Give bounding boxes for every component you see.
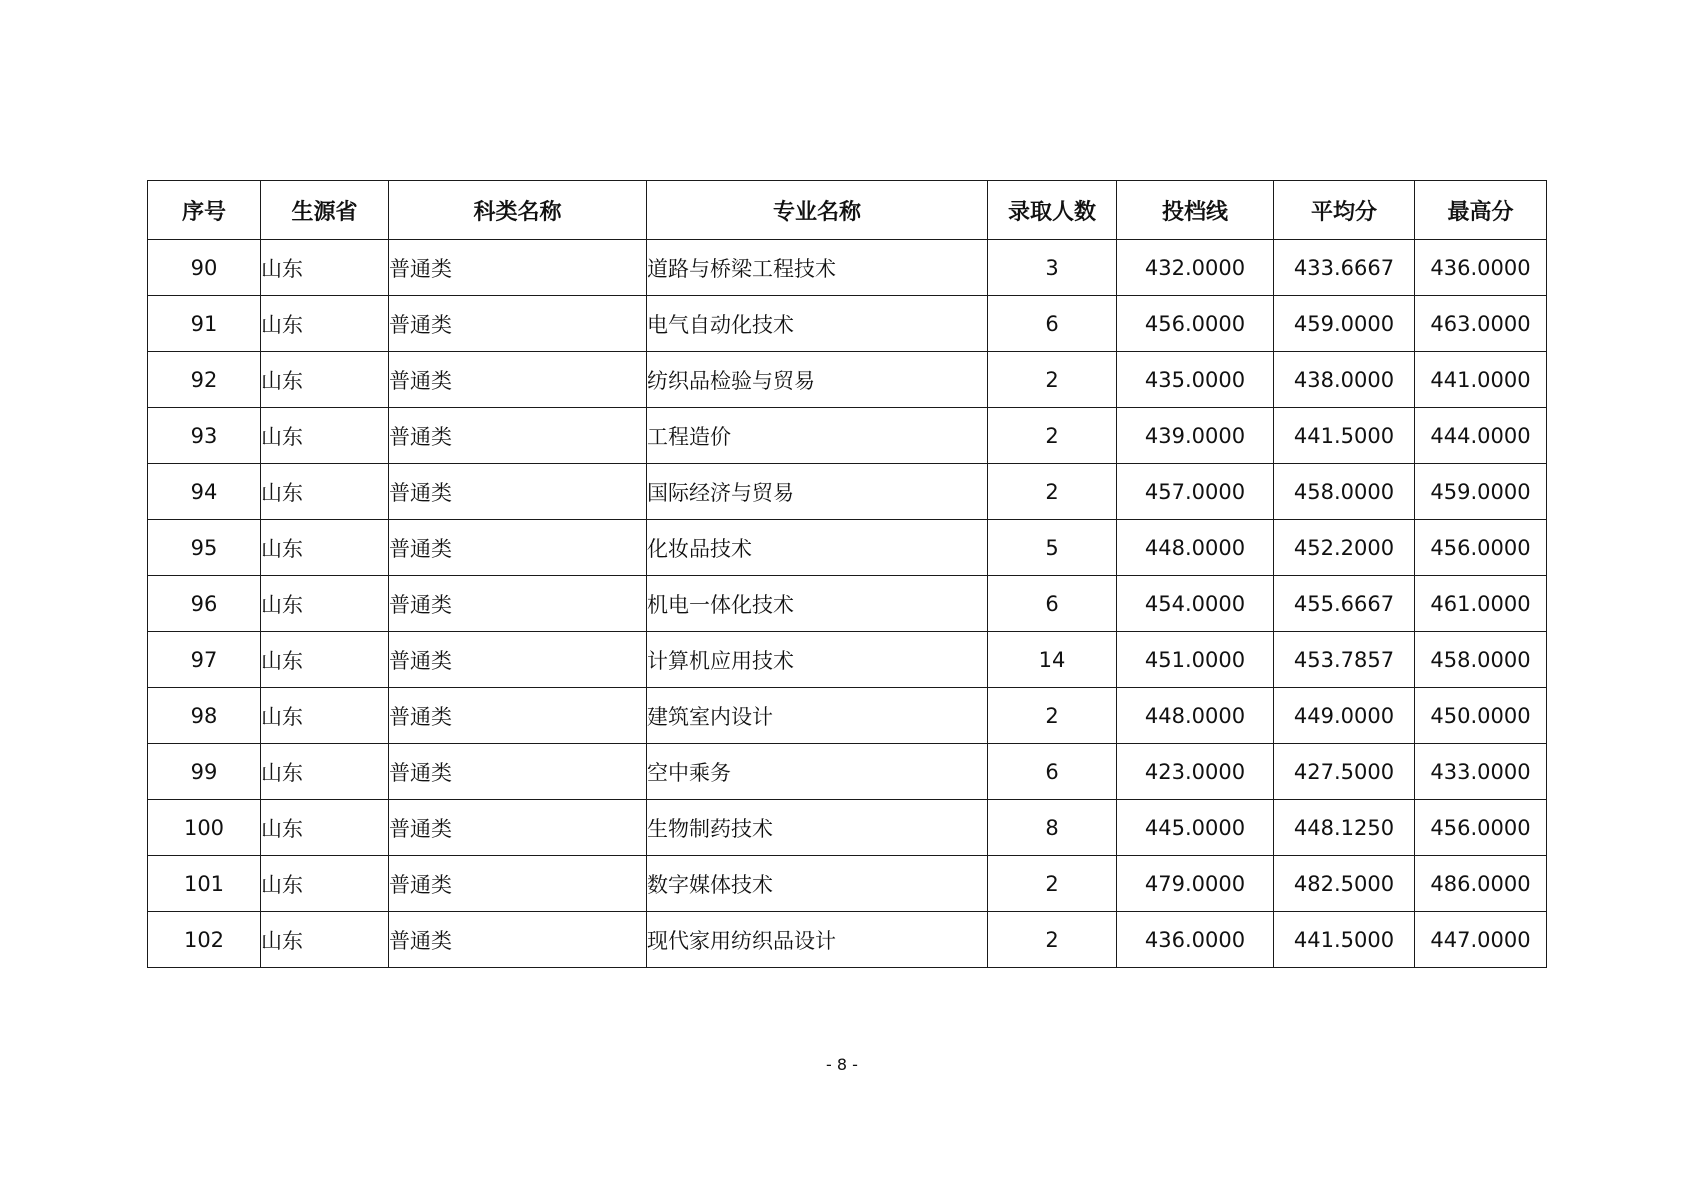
cell-highest-score: 486.0000 (1415, 856, 1547, 912)
cell-highest-score: 433.0000 (1415, 744, 1547, 800)
table-row (148, 688, 1547, 744)
table-body (148, 240, 1547, 968)
cell-source-province: 山东 (261, 296, 389, 352)
table-row (148, 240, 1547, 296)
cell-category-name: 普通类 (389, 520, 647, 576)
table-row (148, 296, 1547, 352)
cell-category-name: 普通类 (389, 240, 647, 296)
cell-cutoff-score: 454.0000 (1117, 576, 1274, 632)
cell-serial-number: 93 (148, 408, 261, 464)
table-row (148, 352, 1547, 408)
cell-highest-score: 458.0000 (1415, 632, 1547, 688)
cell-category-name: 普通类 (389, 912, 647, 968)
cell-highest-score: 456.0000 (1415, 520, 1547, 576)
cell-cutoff-score: 479.0000 (1117, 856, 1274, 912)
cell-category-name: 普通类 (389, 744, 647, 800)
cell-average-score: 452.2000 (1274, 520, 1415, 576)
cell-major-name: 电气自动化技术 (647, 296, 988, 352)
cell-highest-score: 441.0000 (1415, 352, 1547, 408)
cell-serial-number: 92 (148, 352, 261, 408)
cell-average-score: 482.5000 (1274, 856, 1415, 912)
cell-source-province: 山东 (261, 576, 389, 632)
cell-major-name: 国际经济与贸易 (647, 464, 988, 520)
header-category-name: 科类名称 (389, 181, 647, 240)
cell-admitted-count: 2 (988, 408, 1117, 464)
cell-highest-score: 436.0000 (1415, 240, 1547, 296)
cell-major-name: 道路与桥梁工程技术 (647, 240, 988, 296)
cell-source-province: 山东 (261, 408, 389, 464)
table-row (148, 744, 1547, 800)
page-number: - 8 - (826, 1055, 858, 1074)
table-row (148, 856, 1547, 912)
cell-average-score: 433.6667 (1274, 240, 1415, 296)
table-row (148, 576, 1547, 632)
cell-highest-score: 444.0000 (1415, 408, 1547, 464)
header-serial-number: 序号 (148, 181, 261, 240)
cell-highest-score: 447.0000 (1415, 912, 1547, 968)
cell-serial-number: 94 (148, 464, 261, 520)
cell-serial-number: 95 (148, 520, 261, 576)
cell-admitted-count: 8 (988, 800, 1117, 856)
cell-serial-number: 98 (148, 688, 261, 744)
cell-admitted-count: 2 (988, 912, 1117, 968)
cell-average-score: 453.7857 (1274, 632, 1415, 688)
cell-major-name: 建筑室内设计 (647, 688, 988, 744)
cell-major-name: 现代家用纺织品设计 (647, 912, 988, 968)
cell-cutoff-score: 451.0000 (1117, 632, 1274, 688)
table-row (148, 520, 1547, 576)
cell-admitted-count: 5 (988, 520, 1117, 576)
cell-serial-number: 90 (148, 240, 261, 296)
table-row (148, 464, 1547, 520)
cell-serial-number: 101 (148, 856, 261, 912)
cell-highest-score: 463.0000 (1415, 296, 1547, 352)
admissions-table (147, 180, 1547, 968)
table-row (148, 800, 1547, 856)
cell-cutoff-score: 456.0000 (1117, 296, 1274, 352)
cell-major-name: 计算机应用技术 (647, 632, 988, 688)
cell-category-name: 普通类 (389, 296, 647, 352)
header-row (148, 181, 1547, 240)
cell-cutoff-score: 435.0000 (1117, 352, 1274, 408)
table-row (148, 912, 1547, 968)
cell-average-score: 449.0000 (1274, 688, 1415, 744)
cell-source-province: 山东 (261, 240, 389, 296)
cell-serial-number: 99 (148, 744, 261, 800)
cell-admitted-count: 14 (988, 632, 1117, 688)
cell-cutoff-score: 448.0000 (1117, 520, 1274, 576)
cell-serial-number: 100 (148, 800, 261, 856)
cell-average-score: 448.1250 (1274, 800, 1415, 856)
cell-major-name: 工程造价 (647, 408, 988, 464)
cell-source-province: 山东 (261, 856, 389, 912)
cell-cutoff-score: 457.0000 (1117, 464, 1274, 520)
cell-cutoff-score: 423.0000 (1117, 744, 1274, 800)
cell-serial-number: 96 (148, 576, 261, 632)
cell-major-name: 机电一体化技术 (647, 576, 988, 632)
header-source-province: 生源省 (261, 181, 389, 240)
cell-major-name: 纺织品检验与贸易 (647, 352, 988, 408)
cell-cutoff-score: 439.0000 (1117, 408, 1274, 464)
cell-serial-number: 102 (148, 912, 261, 968)
cell-highest-score: 456.0000 (1415, 800, 1547, 856)
table-header (148, 181, 1547, 240)
cell-source-province: 山东 (261, 464, 389, 520)
header-highest-score: 最高分 (1415, 181, 1547, 240)
cell-highest-score: 450.0000 (1415, 688, 1547, 744)
cell-source-province: 山东 (261, 744, 389, 800)
cell-serial-number: 97 (148, 632, 261, 688)
cell-highest-score: 459.0000 (1415, 464, 1547, 520)
cell-category-name: 普通类 (389, 688, 647, 744)
cell-cutoff-score: 432.0000 (1117, 240, 1274, 296)
cell-category-name: 普通类 (389, 408, 647, 464)
cell-average-score: 427.5000 (1274, 744, 1415, 800)
cell-serial-number: 91 (148, 296, 261, 352)
cell-admitted-count: 2 (988, 688, 1117, 744)
cell-source-province: 山东 (261, 688, 389, 744)
cell-cutoff-score: 436.0000 (1117, 912, 1274, 968)
header-cutoff-score: 投档线 (1117, 181, 1274, 240)
cell-admitted-count: 6 (988, 576, 1117, 632)
cell-category-name: 普通类 (389, 352, 647, 408)
cell-admitted-count: 2 (988, 352, 1117, 408)
cell-average-score: 438.0000 (1274, 352, 1415, 408)
cell-major-name: 化妆品技术 (647, 520, 988, 576)
header-admitted-count: 录取人数 (988, 181, 1117, 240)
cell-major-name: 数字媒体技术 (647, 856, 988, 912)
cell-average-score: 441.5000 (1274, 408, 1415, 464)
cell-admitted-count: 6 (988, 296, 1117, 352)
cell-admitted-count: 6 (988, 744, 1117, 800)
cell-average-score: 458.0000 (1274, 464, 1415, 520)
cell-source-province: 山东 (261, 800, 389, 856)
cell-admitted-count: 3 (988, 240, 1117, 296)
cell-cutoff-score: 445.0000 (1117, 800, 1274, 856)
cell-source-province: 山东 (261, 912, 389, 968)
table-row (148, 408, 1547, 464)
cell-category-name: 普通类 (389, 632, 647, 688)
cell-admitted-count: 2 (988, 856, 1117, 912)
cell-category-name: 普通类 (389, 464, 647, 520)
cell-category-name: 普通类 (389, 576, 647, 632)
cell-major-name: 空中乘务 (647, 744, 988, 800)
table-row (148, 632, 1547, 688)
cell-source-province: 山东 (261, 632, 389, 688)
header-average-score: 平均分 (1274, 181, 1415, 240)
cell-category-name: 普通类 (389, 800, 647, 856)
cell-average-score: 441.5000 (1274, 912, 1415, 968)
cell-average-score: 459.0000 (1274, 296, 1415, 352)
cell-highest-score: 461.0000 (1415, 576, 1547, 632)
cell-major-name: 生物制药技术 (647, 800, 988, 856)
cell-average-score: 455.6667 (1274, 576, 1415, 632)
cell-cutoff-score: 448.0000 (1117, 688, 1274, 744)
cell-category-name: 普通类 (389, 856, 647, 912)
cell-source-province: 山东 (261, 520, 389, 576)
cell-source-province: 山东 (261, 352, 389, 408)
cell-admitted-count: 2 (988, 464, 1117, 520)
header-major-name: 专业名称 (647, 181, 988, 240)
